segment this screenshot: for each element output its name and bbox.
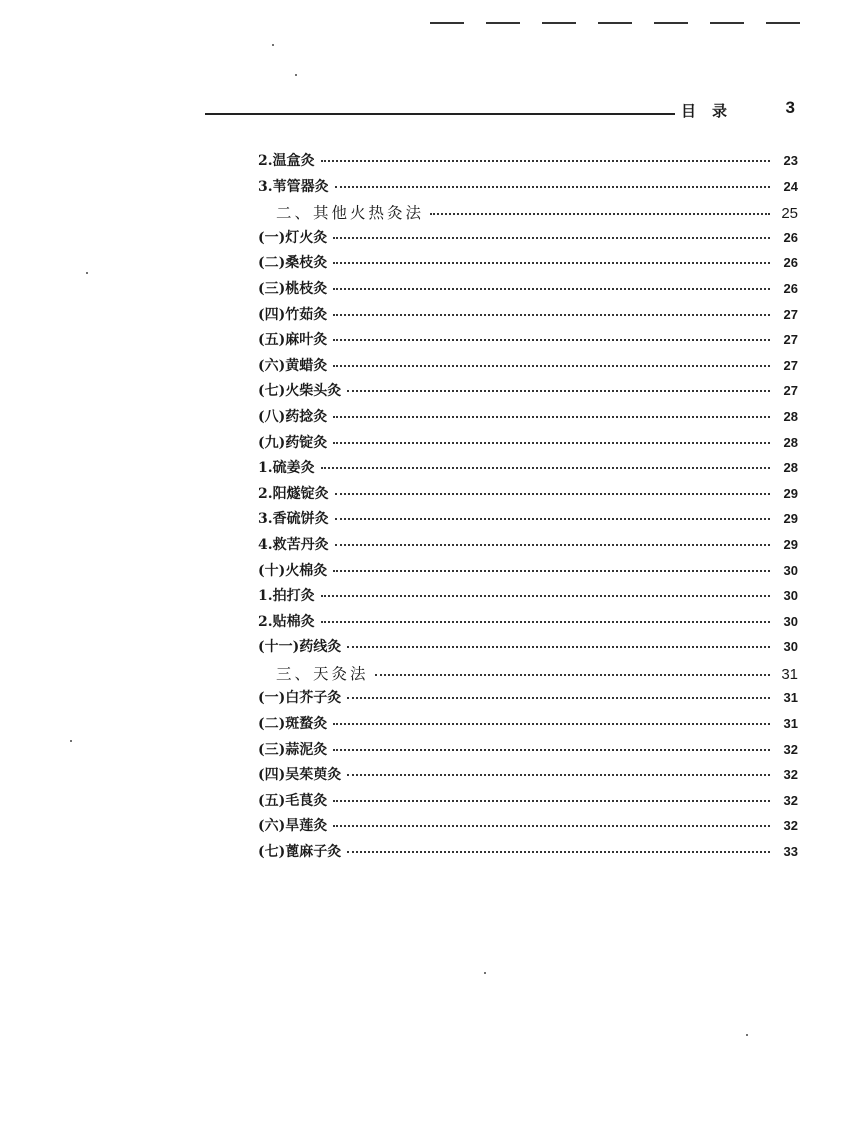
dot-leader (321, 595, 770, 597)
toc-entry-label: 3.香硫饼灸 (258, 511, 329, 528)
page-title: 目录 (681, 102, 744, 120)
toc-entry-label: 1.拍打灸 (258, 588, 315, 605)
toc-entry[interactable] (258, 304, 798, 330)
dot-leader (335, 518, 770, 520)
toc-entry-page: 32 (783, 792, 798, 808)
toc-entry-page: 30 (783, 588, 798, 604)
toc-entry[interactable] (258, 150, 798, 176)
toc-entry-page: 32 (783, 818, 798, 834)
toc-entry-label: 2.贴棉灸 (258, 613, 315, 630)
dash (654, 22, 688, 24)
toc-entry-page: 23 (783, 153, 798, 168)
dot-leader (333, 570, 770, 572)
dash (598, 22, 632, 24)
toc-entry-page: 24 (783, 178, 798, 194)
dash (486, 22, 520, 24)
toc-entry[interactable] (258, 790, 798, 816)
toc-entry[interactable] (258, 380, 798, 406)
toc-entry[interactable] (258, 201, 798, 227)
dot-leader (335, 493, 770, 495)
dot-leader (335, 544, 770, 546)
dot-leader (333, 800, 770, 802)
toc-entry-label: (十)火棉灸 (258, 562, 328, 579)
dot-leader (347, 851, 770, 853)
toc-entry[interactable] (258, 483, 798, 509)
page-header (205, 100, 795, 124)
toc-entry-label: (一)灯火灸 (258, 229, 328, 246)
toc-entry-page: 29 (783, 485, 798, 501)
dot-leader (333, 442, 770, 444)
scan-speck (272, 44, 274, 46)
toc-entry-label: (三)桃枝灸 (258, 280, 328, 297)
dot-leader (333, 237, 770, 239)
header-rule (205, 113, 675, 115)
toc-entry-page: 28 (783, 408, 798, 424)
toc-entry-page: 29 (783, 511, 798, 527)
dot-leader (347, 774, 770, 776)
toc-entry-label: (三)蒜泥灸 (258, 741, 328, 758)
toc-entry-page: 25 (781, 205, 798, 223)
toc-entry-page: 27 (783, 306, 798, 322)
toc-entry[interactable] (258, 560, 798, 586)
dot-leader (333, 416, 770, 418)
dot-leader (375, 674, 770, 676)
dot-leader (430, 213, 770, 215)
toc-entry[interactable] (258, 406, 798, 432)
dot-leader (333, 723, 770, 725)
scan-speck (70, 740, 72, 742)
toc-entry-page: 26 (783, 255, 798, 271)
toc-entry-label: 二、其他火热灸法 (276, 204, 425, 223)
dot-leader (333, 288, 770, 290)
toc-entry-page: 27 (783, 332, 798, 348)
toc-entry[interactable] (258, 662, 798, 688)
dot-leader (333, 262, 770, 264)
dash (542, 22, 576, 24)
scan-speck (295, 74, 297, 76)
toc-entry-page: 31 (781, 665, 798, 683)
toc-entry-label: (六)黄蜡灸 (258, 357, 328, 374)
toc-entry-label: (二)斑蝥灸 (258, 716, 328, 733)
toc-entry-label: (九)药锭灸 (258, 434, 328, 451)
dot-leader (321, 160, 770, 162)
toc-entry-page: 32 (783, 767, 798, 783)
dot-leader (335, 186, 770, 188)
dot-leader (347, 697, 770, 699)
top-dash-rule (430, 22, 860, 26)
toc-entry-label: 三、天灸法 (276, 664, 369, 683)
scan-speck (746, 1034, 748, 1036)
toc-entry-page: 32 (783, 741, 798, 757)
dot-leader (321, 467, 770, 469)
toc-entry-page: 31 (783, 716, 798, 732)
page-number: 3 (785, 98, 795, 117)
toc-entry-label: (七)蓖麻子灸 (258, 844, 342, 861)
toc-entry[interactable] (258, 739, 798, 765)
dot-leader (347, 390, 770, 392)
toc-entry-label: (七)火柴头灸 (258, 383, 342, 400)
toc-entry[interactable] (258, 457, 798, 483)
toc-entry-label: (五)毛茛灸 (258, 792, 328, 809)
toc-entry-label: (四)吴茱萸灸 (258, 767, 342, 784)
toc-entry[interactable] (258, 585, 798, 611)
toc-entry-page: 28 (783, 434, 798, 450)
toc-entry-label: (一)白芥子灸 (258, 690, 342, 707)
toc-entry-label: (二)桑枝灸 (258, 255, 328, 272)
toc-entry-page: 29 (783, 536, 798, 552)
toc-entry-label: 1.硫姜灸 (258, 460, 315, 477)
toc-entry-label: (十一)药线灸 (258, 639, 342, 656)
toc-entry-page: 31 (783, 690, 798, 706)
toc-entry-page: 30 (783, 639, 798, 655)
scan-speck (484, 972, 486, 974)
toc-entry-page: 26 (783, 280, 798, 296)
toc-entry-label: 4.救苦丹灸 (258, 536, 329, 553)
toc-entry-label: (四)竹茹灸 (258, 306, 328, 323)
toc-entry[interactable] (258, 611, 798, 637)
dash (766, 22, 800, 24)
toc-entry[interactable] (258, 534, 798, 560)
toc-entry-label: (六)旱莲灸 (258, 818, 328, 835)
toc-entry-page: 33 (783, 844, 798, 860)
toc-entry[interactable] (258, 713, 798, 739)
toc-entry[interactable] (258, 815, 798, 841)
toc-entry[interactable] (258, 636, 798, 662)
dot-leader (333, 825, 770, 827)
table-of-contents (258, 150, 798, 867)
dot-leader (321, 621, 770, 623)
dash (710, 22, 744, 24)
toc-entry[interactable] (258, 432, 798, 458)
dot-leader (333, 339, 770, 341)
toc-entry-page: 27 (783, 383, 798, 399)
dash (430, 22, 464, 24)
toc-entry-label: 2.温盒灸 (258, 153, 315, 169)
scan-speck (86, 272, 88, 274)
dot-leader (333, 749, 770, 751)
toc-entry-label: 2.阳燧锭灸 (258, 485, 329, 502)
dot-leader (333, 365, 770, 367)
toc-entry-page: 28 (783, 460, 798, 476)
toc-entry[interactable] (258, 355, 798, 381)
toc-entry[interactable] (258, 841, 798, 867)
toc-entry[interactable] (258, 278, 798, 304)
toc-entry[interactable] (258, 176, 798, 202)
toc-entry[interactable] (258, 687, 798, 713)
toc-entry-page: 30 (783, 562, 798, 578)
toc-entry[interactable] (258, 329, 798, 355)
toc-entry-label: 3.苇管器灸 (258, 178, 329, 195)
toc-entry-page: 26 (783, 229, 798, 245)
toc-entry[interactable] (258, 252, 798, 278)
toc-entry-page: 30 (783, 613, 798, 629)
toc-entry-label: (五)麻叶灸 (258, 332, 328, 349)
dot-leader (333, 314, 770, 316)
toc-entry[interactable] (258, 764, 798, 790)
toc-entry[interactable] (258, 508, 798, 534)
toc-entry-label: (八)药捻灸 (258, 408, 328, 425)
toc-entry[interactable] (258, 227, 798, 253)
dot-leader (347, 646, 770, 648)
toc-entry-page: 27 (783, 357, 798, 373)
